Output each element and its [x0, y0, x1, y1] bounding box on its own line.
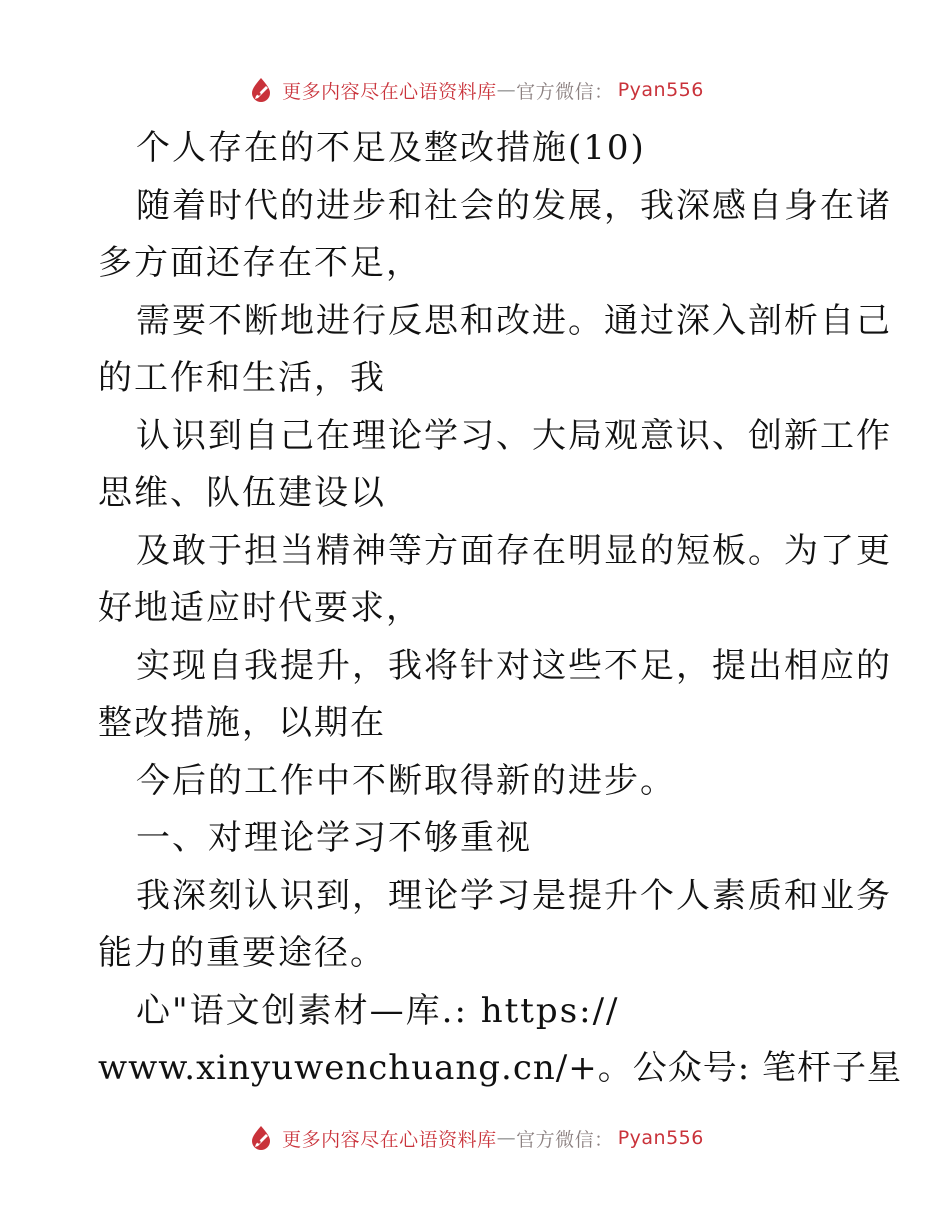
paragraph-line: 及敢于担当精神等方面存在明显的短板。为了更: [136, 530, 892, 571]
source-url-line: www.xinyuwenchuang.cn/+。公众号: 笔杆子星: [98, 1048, 902, 1088]
wechat-label: 官方微信: [516, 1128, 595, 1151]
paragraph-line: 好地适应时代要求，: [98, 588, 422, 628]
footer-banner: [0, 1118, 950, 1158]
source-line: 心"语文创素材—库.: https://: [136, 990, 620, 1031]
paragraph-line: 多方面还存在不足，: [98, 243, 422, 283]
paragraph-line: 今后的工作中不断取得新的进步。: [136, 760, 676, 801]
paragraph-line: 思维、队伍建设以: [98, 473, 386, 513]
banner-separator: —: [496, 1127, 517, 1149]
banner-colon: ：: [594, 1128, 614, 1151]
banner-colon: ：: [594, 80, 614, 103]
paragraph-line: 能力的重要途径。: [98, 933, 386, 973]
wechat-account: Pyan556: [617, 1127, 704, 1149]
promo-text: 更多内容尽在心语资料库: [282, 1128, 497, 1151]
banner-separator: —: [496, 79, 517, 101]
paragraph-line: 我深刻认识到，理论学习是提升个人素质和业务: [136, 875, 892, 916]
wechat-label: 官方微信: [516, 80, 595, 103]
header-banner: [0, 70, 950, 110]
paragraph-line: 需要不断地进行反思和改进。通过深入剖析自己: [136, 300, 892, 341]
paragraph-line: 实现自我提升，我将针对这些不足，提出相应的: [136, 645, 892, 686]
paragraph-line: 认识到自己在理论学习、大局观意识、创新工作: [136, 415, 892, 456]
paragraph-line: 整改措施，以期在: [98, 703, 386, 743]
section-heading: 一、对理论学习不够重视: [136, 818, 532, 858]
document-title: 个人存在的不足及整改措施(10): [136, 128, 646, 168]
red-pen-ink-drop-icon: [246, 1123, 276, 1153]
paragraph-line: 随着时代的进步和社会的发展，我深感自身在诸: [136, 185, 892, 226]
wechat-account: Pyan556: [617, 79, 704, 101]
paragraph-line: 的工作和生活，我: [98, 358, 386, 398]
document-body: [98, 120, 902, 1098]
red-pen-ink-drop-icon: [246, 75, 276, 105]
promo-text: 更多内容尽在心语资料库: [282, 80, 497, 103]
